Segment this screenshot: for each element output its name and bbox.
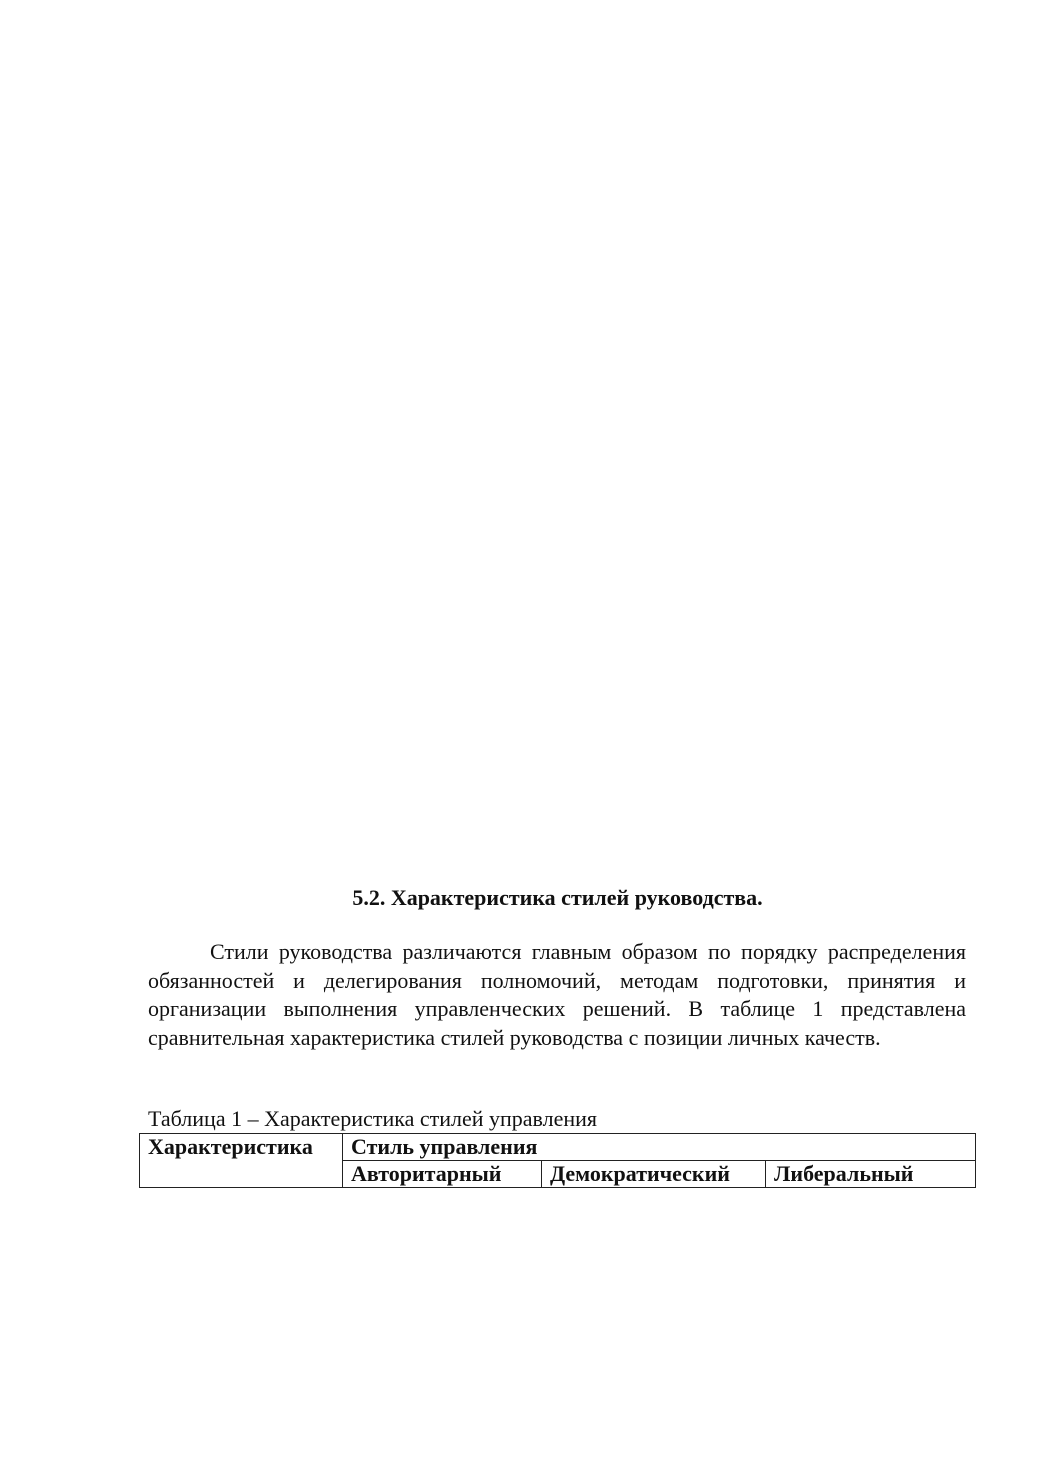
table-header-row-top (140, 1134, 976, 1161)
leadership-styles-table (139, 1133, 976, 1188)
table-caption: Таблица 1 – Характеристика стилей управления (148, 1106, 598, 1131)
header-style-authoritarian: Авторитарный (343, 1161, 542, 1188)
header-characteristic: Характеристика (140, 1134, 343, 1188)
header-style-liberal: Либеральный (766, 1161, 976, 1188)
section-heading: 5.2. Характеристика стилей руководства. (352, 885, 763, 910)
header-style-group: Стиль управления (343, 1134, 976, 1161)
body-paragraph: Стили руководства различаются главным образом по порядку распределения обязанностей и делегирования полномочий, методам подготовки, принятия и организации выполнения управленческих решений. В таблице 1 представлена сравнительная характеристика стилей руководства с позиции личных качеств. (148, 939, 966, 1050)
header-style-democratic: Демократический (542, 1161, 766, 1188)
